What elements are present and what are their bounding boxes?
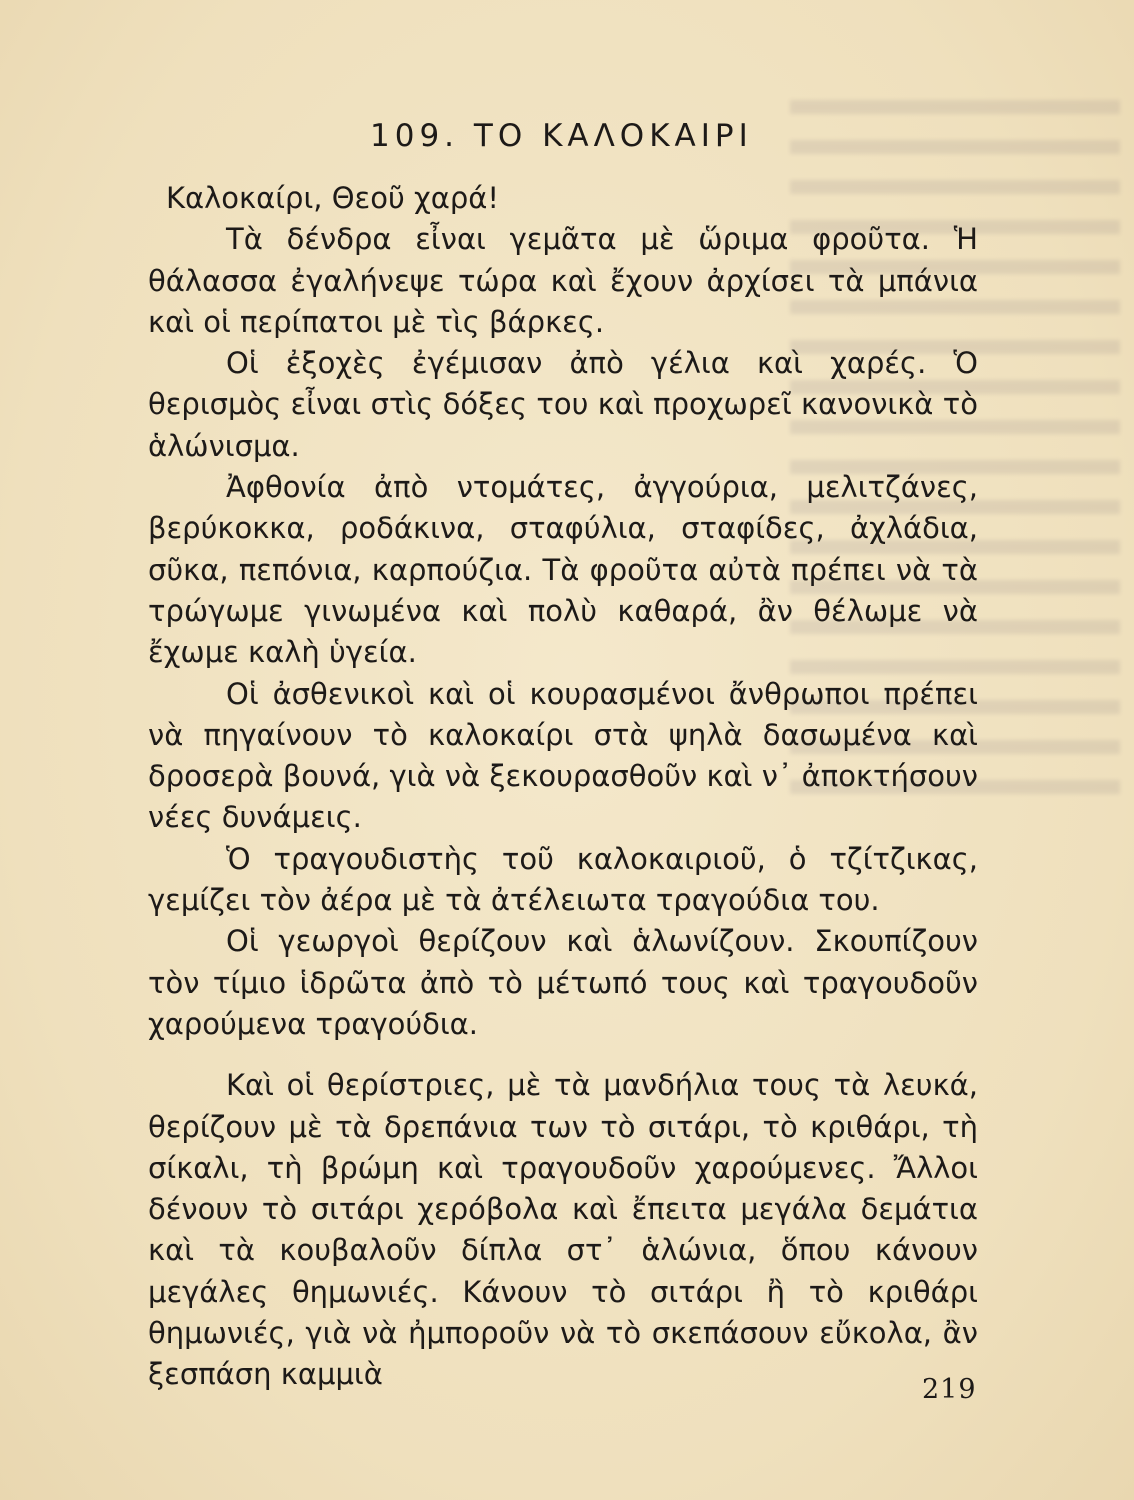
page-number: 219	[922, 1374, 977, 1405]
chapter-title: 109. ΤΟ ΚΑΛΟΚΑΙΡΙ	[370, 118, 753, 154]
paragraph: Οἱ γεωργοὶ θερίζουν καὶ ἁλωνίζουν. Σκουπίζουν τὸν τίμιο ἱδρῶτα ἀπὸ τὸ μέτωπό τους καὶ τραγουδοῦν χαρούμενα τραγούδια.	[148, 924, 978, 1041]
paragraph: Ὁ τραγουδιστὴς τοῦ καλοκαιριοῦ, ὁ τζίτζικας, γεμίζει τὸν ἀέρα μὲ τὰ ἀτέλειωτα τραγούδια του.	[148, 841, 978, 918]
paragraph: Οἱ ἐξοχὲς ἐγέμισαν ἀπὸ γέλια καὶ χαρές. Ὁ θερισμὸς εἶναι στὶς δόξες του καὶ προχωρεῖ κανονικὰ τὸ ἁλώνισμα.	[148, 346, 978, 463]
paragraph: Τὰ δένδρα εἶναι γεμᾶτα μὲ ὥριμα φροῦτα. Ἡ θάλασσα ἐγαλήνεψε τώρα καὶ ἔχουν ἀρχίσει τὰ μπάνια καὶ οἱ περίπατοι μὲ τὶς βάρκες.	[148, 222, 978, 339]
paragraph: Καὶ οἱ θερίστριες, μὲ τὰ μανδήλια τους τὰ λευκά, θερίζουν μὲ τὰ δρεπάνια των τὸ σιτάρι, τὸ κριθάρι, τὴ σίκαλι, τὴ βρώμη καὶ τραγουδοῦν χαρούμενες. Ἄλλοι δένουν τὸ σιτάρι χερόβολα καὶ ἔπειτα μεγάλα δεμάτια καὶ τὰ κουβαλοῦν δίπλα στ᾽ ἁλώνια, ὅπου κάνουν μεγάλες θημωνιές. Κάνουν τὸ σιτάρι ἢ τὸ κριθάρι θημωνιές, γιὰ νὰ ἠμποροῦν νὰ τὸ σκεπάσουν εὔκολα, ἂν ξεσπάση καμμιὰ	[148, 1068, 978, 1392]
paragraph: Ἀφθονία ἀπὸ ντομάτες, ἀγγούρια, μελιτζάνες, βερύκοκκα, ροδάκινα, σταφύλια, σταφίδες, ἀχλάδια, σῦκα, πεπόνια, καρπούζια. Τὰ φροῦτα αὐτὰ πρέπει νὰ τὰ τρώγωμε γινωμένα καὶ πολὺ καθαρά, ἂν θέλωμε νὰ ἔχωμε καλὴ ὑγεία.	[148, 470, 978, 670]
body-text	[148, 178, 978, 1396]
paragraph: Οἱ ἀσθενικοὶ καὶ οἱ κουρασμένοι ἄνθρωποι πρέπει νὰ πηγαίνουν τὸ καλοκαίρι στὰ ψηλὰ δασωμένα καὶ δροσερὰ βουνά, γιὰ νὰ ξεκουρασθοῦν καὶ ν᾽ ἀποκτήσουν νέες δυνάμεις.	[148, 676, 978, 835]
paragraph: Καλοκαίρι, Θεοῦ χαρά!	[166, 181, 499, 215]
